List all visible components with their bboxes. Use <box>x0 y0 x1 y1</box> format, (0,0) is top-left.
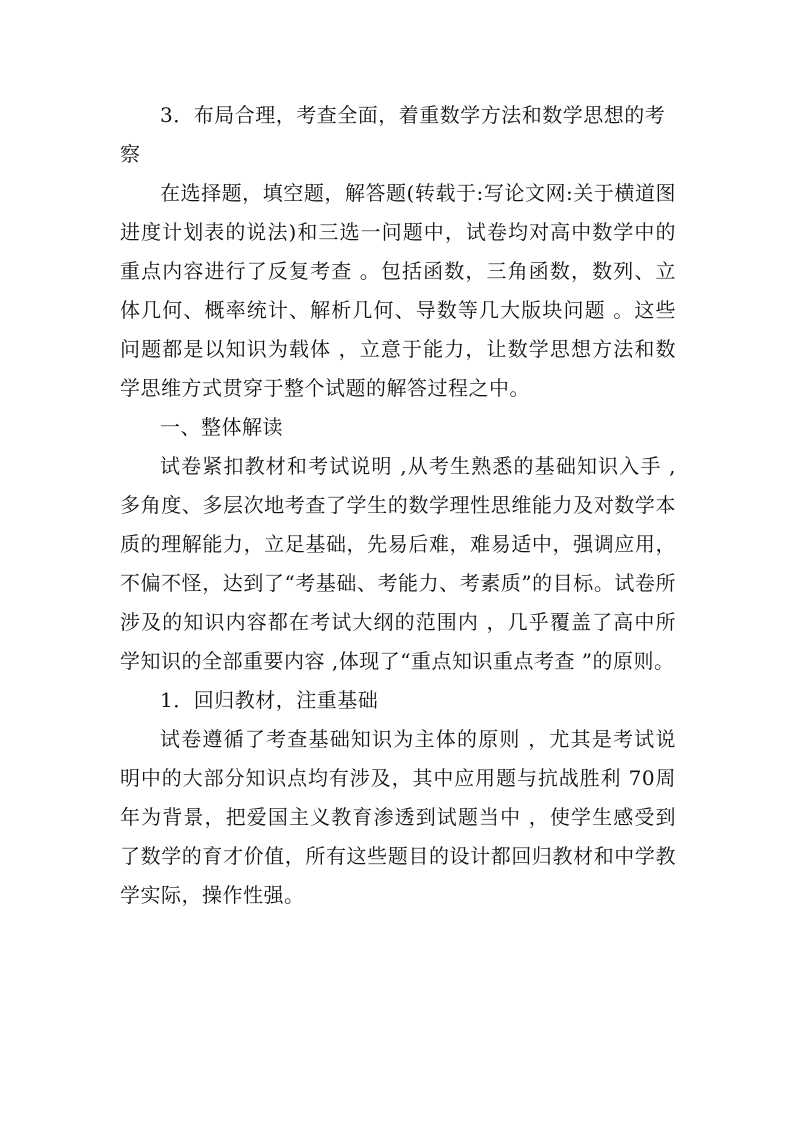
section-heading-layout: 3．布局合理，考查全面，着重数学方法和数学思想的考察 <box>120 103 666 166</box>
paragraph-overall-body: 试卷紧扣教材和考试说明 ,从考生熟悉的基础知识入手 ,多角度、多层次地考查了学生的数学理性思维能力及对数学本质的理解能力，立足基础，先易后难，难易适中，强调应用，不偏不怪，达到了“考基础、考能力、考素质”的目标。试卷所涉及的知识内容都在考试大纲的范围内 ，几乎覆盖了高中所学知识的全部重要内容 ,体现了“重点知识重点考查 ”的原则。 <box>120 454 676 673</box>
document-page <box>120 96 676 915</box>
paragraph-basics-body: 试卷遵循了考查基础知识为主体的原则 ，尤其是考试说明中的大部分知识点均有涉及，其中应用题与抗战胜利 70周年为背景，把爱国主义教育渗透到试题当中 ，使学生感受到了数学的育才价值，所有这些题目的设计都回归教材和中学教学实际，操作性强。 <box>120 727 676 907</box>
paragraph-layout-body: 在选择题，填空题，解答题(转载于:写论文网:关于横道图进度计划表的说法)和三选一问题中，试卷均对高中数学中的重点内容进行了反复考查 。包括函数，三角函数，数列、立体几何、概率统计、解析几何、导数等几大版块问题 。这些问题都是以知识为载体 ，立意于能力，让数学思想方法和数学思维方式贯穿于整个试题的解答过程之中。 <box>120 181 676 400</box>
section-heading-overall: 一、整体解读 <box>160 415 283 439</box>
section-heading-basics: 1．回归教材，注重基础 <box>160 688 379 712</box>
